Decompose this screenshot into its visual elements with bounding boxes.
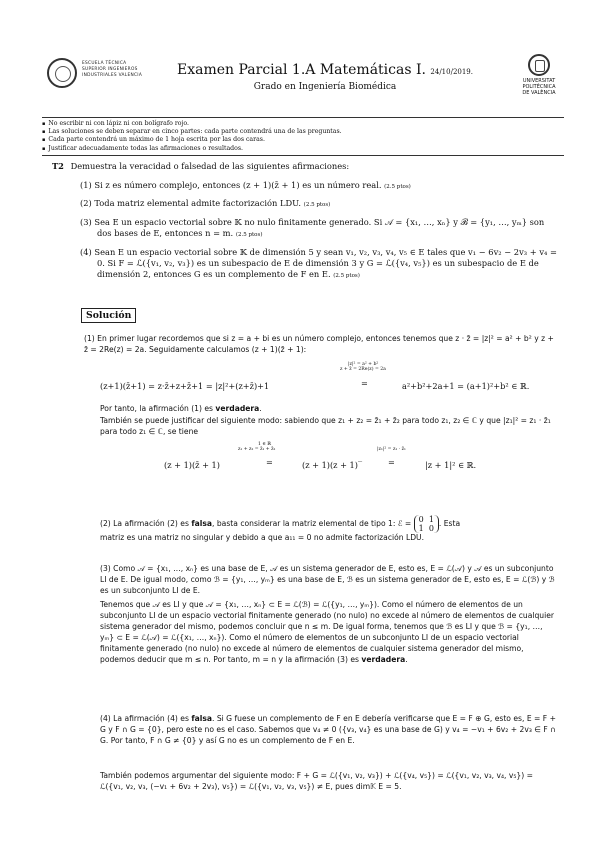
exam-date: 24/10/2019. [430, 68, 473, 76]
rule-item: ▪ Justificar adecuadamente todas las afirmaciones o resultados. [42, 145, 564, 153]
eq2-note-modulus: |z₁|² = z₁ · z̄₁ [377, 447, 406, 452]
school-logo [47, 58, 159, 92]
equation-1-right: a²+b²+2a+1 = (a+1)²+b² ∈ ℝ. [402, 381, 530, 391]
rule-item: ▪ Las soluciones se deben separar en cinco partes: cada parte contendrá una de las preguntas. [42, 128, 564, 136]
university-logo-text: UNIVERSITAT POLITÈCNICA DE VALÈNCIA [522, 78, 556, 96]
solution-part-3-b: Tenemos que 𝒜 es LI y que 𝒜 = {x₁, …, xₙ} ⊂ E = ℒ(ℬ) = ℒ({y₁, …, yₘ}). Como el número de elementos de un subconjunto LI de un espacio vectorial finitamente generado (no nulo) no excede al número de elementos de cualquier sistema generador del mismo, podemos concluir que n ≤ m. De igual forma, tenemos que ℬ es LI y que ℬ = {y₁, …, yₘ} ⊂ E = ℒ(𝒜) = ℒ({x₁, …, xₙ}). Como el número de elementos de un subconjunto LI de un espacio vectorial finitamente generado (no nulo) no excede al número de elementos de cualquier sistema generador del mismo, podemos deducir que m ≤ n. Por tanto, m = n y la afirmación (3) es verdadera. [100, 600, 554, 664]
exam-subtitle: Grado en Ingeniería Biomédica [253, 82, 397, 92]
solution-part-2: (2) La afirmación (2) es falsa, basta considerar la matriz elemental de tipo 1: ℰ = 0 1 1 0. Esta matriz es una matriz no singular y debido a que a₁₁ = 0 no admite factorización LDU. [100, 515, 461, 542]
equation-2-c: |z + 1|² ∈ ℝ. [425, 460, 477, 470]
problem-item-1: (1) Si z es número complejo, entonces (z + 1)(z̄ + 1) es un número real. (2.5 ptos) [80, 180, 411, 190]
exam-title: Examen Parcial 1.A Matemáticas I. 24/10/2019. [177, 62, 473, 78]
eq2-note-conj-sum: z₁ + z₂ = z̄₁ + z̄₂ [238, 447, 276, 452]
solution-part-3-a: (3) Como 𝒜 = {x₁, …, xₙ} es una base de E, 𝒜 es un sistema generador de E, esto es, E = ℒ(𝒜) y 𝒜 es un subconjunto LI de E. De igual modo, como ℬ = {y₁, …, yₘ} es una base de E, ℬ es un sistema generador de E, esto es, E = ℒ(ℬ) y ℬ es un subconjunto LI de E. [100, 564, 555, 595]
problem-item-4: (4) Sean E un espacio vectorial sobre 𝕂 de dimensión 5 y sean v₁, v₂, v₃, v₄, v₅ ∈ E tales que v₁ − 6v₂ − 2v₃ + v₄ = 0. Si F = ℒ({v₁, v₂, v₃}) es un subespacio de E de dimensión 3 y G = ℒ({v₄, v₅}) es un subespacio de E de dimensión 2, entonces G es un complemento de F en E. (2.5 ptos) [80, 246, 557, 280]
solution-part-1-intro: (1) En primer lugar recordemos que si z = a + bi es un número complejo, entonces tenemos que z · z̄ = |z|² = a² + b² y z + z̄ = 2Re(z) = 2a. Seguidamente calculamos (z + 1)(z̄ + 1): [84, 334, 554, 354]
solution-part-4-a: (4) La afirmación (4) es falsa. Si G fuese un complemento de F en E debería verificarse que E = F ⊕ G, esto es, E = F + G y F ∩ G = {0}, pero este no es el caso. Sabemos que v₄ ≠ 0 ({v₃, v₄} es una base de G) y v₄ = −v₁ + 6v₂ + 2v₃ ∈ F ∩ G. Por tanto, F ∩ G ≠ {0} y así G no es un complemento de F en E. [100, 714, 556, 745]
rule-item: ▪ No escribir ni con lápiz ni con bolígrafo rojo. [42, 120, 564, 128]
problem-number: T2 [52, 161, 64, 171]
university-logo [506, 54, 572, 100]
solution-part-1-alternative: También se puede justificar del siguiente modo: sabiendo que z₁ + z₂ = z̄₁ + z̄₂ para todo z₁, z₂ ∈ ℂ y que |z₁|² = z₁ · z̄₁ para todo z₁ ∈ ℂ, se tiene [100, 416, 551, 436]
school-logo-text: ESCUELA TÉCNICA SUPERIOR INGENIEROS INDUSTRIALES VALENCIA [82, 61, 143, 78]
equation-2-b: (z + 1)(z + 1)‾ [302, 460, 363, 470]
equation-1-eq-sign: = [361, 378, 368, 388]
eq-note-real-part: z + z̄ = 2Re(z) = 2a [340, 367, 386, 372]
problem-item-2: (2) Toda matriz elemental admite factorización LDU. (2.5 ptos) [80, 198, 331, 209]
equation-1-left: (z+1)(z̄+1) = z·z̄+z+z̄+1 = |z|²+(z+z̄)+1 [100, 381, 270, 391]
equation-2-a: (z + 1)(z̄ + 1) [164, 460, 220, 470]
problem-statement: T2 Demuestra la veracidad o falsedad de las siguientes afirmaciones: [52, 161, 350, 171]
eq-note-modulus: |z|² = a² + b² [348, 362, 379, 367]
school-seal-icon [47, 58, 77, 88]
solution-part-4-b: También podemos argumentar del siguiente modo: F + G = ℒ({v₁, v₂, v₃}) + ℒ({v₄, v₅}) = ℒ({v₁, v₂, v₃, v₄, v₅}) = ℒ({v₁, v₂, v₃, (−v₁ + 6v₂ + 2v₃), v₅}) = ℒ({v₁, v₂, v₃, v₅}) ≠ E, pues dim𝕂 E = 5. [100, 771, 533, 791]
eq2-note-real: 1 ∈ ℝ [258, 442, 272, 447]
rule-item: ▪ Cada parte contendrá un máximo de 1 hoja escrita por las dos caras. [42, 136, 564, 144]
university-crest-icon [528, 54, 550, 76]
exam-rules [42, 117, 564, 156]
solution-part-1-conclusion: Por tanto, la afirmación (1) es verdadera. [100, 404, 262, 413]
equation-2-eq-sign-1: = [266, 457, 273, 467]
problem-items [80, 180, 558, 288]
solution-heading: Solución [81, 308, 136, 323]
equation-2-eq-sign-2: = [388, 457, 395, 467]
problem-item-3: (3) Sea E un espacio vectorial sobre 𝕂 no nulo finitamente generado. Si 𝒜 = {x₁, …, xₙ} y ℬ = {y₁, …, yₘ} son dos bases de E, entonces n = m. (2.5 ptos) [80, 216, 545, 239]
elementary-matrix: 0 1 1 0 [414, 515, 439, 533]
